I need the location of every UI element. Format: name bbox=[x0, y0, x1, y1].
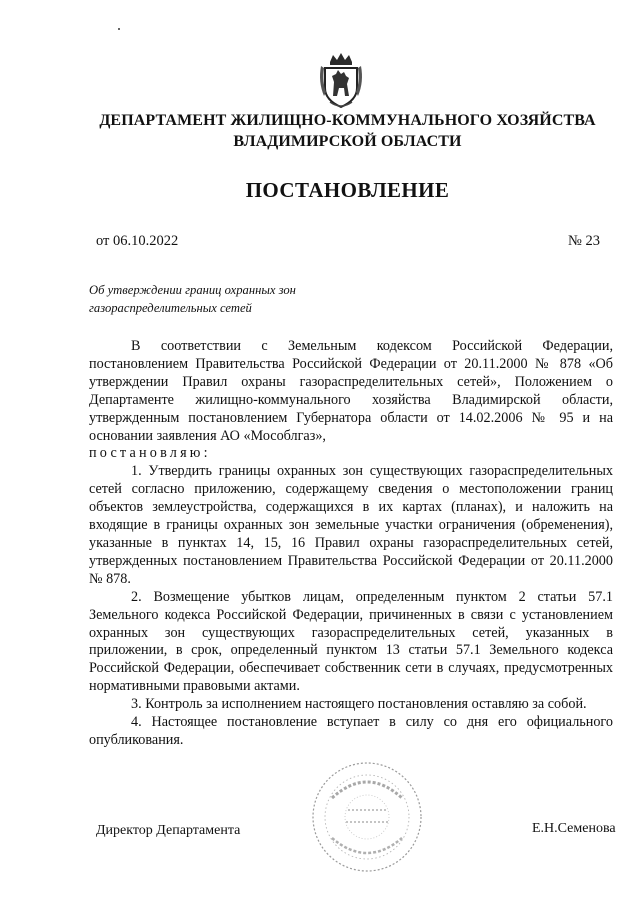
document-body bbox=[89, 338, 613, 750]
subject-line1: Об утверждении границ охранных зон bbox=[89, 283, 296, 297]
document-subject bbox=[89, 281, 296, 317]
document-number: № 23 bbox=[568, 233, 600, 249]
resolve-word: постановляю: bbox=[89, 445, 211, 462]
document-type-title: ПОСТАНОВЛЕНИЕ bbox=[245, 178, 450, 202]
scan-speck bbox=[118, 28, 120, 30]
preamble-paragraph: В соответствии с Земельным кодексом Российской Федерации, постановлением Правительства Российской Федерации от 20.11.2000 № 878 «Об утверждении Правил охраны газораспределительных сетей», Положением о Департаменте жилищно-коммунального хозяйства Владимирской области, утвержденным постановлением Губернатора области от 14.02.2006 № 95 и на основании заявления АО «Мособлгаз», bbox=[89, 338, 613, 444]
item-2-paragraph: 2. Возмещение убытков лицам, определенным пунктом 2 статьи 57.1 Земельного кодекса Российской Федерации, причиненных в связи с установлением охранных зон существующих газораспределительных сетей, указанных в приложении, в срок, определенный пунктом 13 статьи 57.1 Земельного кодекса Российской Федерации, обеспечивает собственник сети в случаях, предусмотренных нормативными правовыми актами. bbox=[89, 588, 613, 695]
item-3-paragraph: 3. Контроль за исполнением настоящего постановления оставляю за собой. bbox=[131, 696, 587, 713]
department-name-line2: ВЛАДИМИРСКОЙ ОБЛАСТИ bbox=[233, 133, 462, 150]
signatory-position: Директор Департамента bbox=[96, 823, 241, 838]
subject-line2: газораспределительных сетей bbox=[89, 301, 252, 315]
item-4-paragraph: 4. Настоящее постановление вступает в силу со дня его официального опубликования. bbox=[89, 714, 613, 748]
department-name-line1: ДЕПАРТАМЕНТ ЖИЛИЩНО-КОММУНАЛЬНОГО ХОЗЯЙСТВА bbox=[99, 112, 596, 129]
coat-of-arms-icon bbox=[316, 52, 366, 110]
item-1-paragraph: 1. Утвердить границы охранных зон существующих газораспределительных сетей согласно приложению, содержащему сведения о местоположении границ объектов землеустройства, содержащихся в их картах (планах), и наложить на входящие в границы охранных зон земельные участки ограничения (обременения), указанные в пунктах 14, 15, 16 Правил охраны газораспределительных сетей, утвержденных постановлением Правительства Российской Федерации от 20.11.2000 № 878. bbox=[89, 463, 613, 587]
official-seal-icon bbox=[308, 758, 426, 876]
signatory-name: Е.Н.Семенова bbox=[532, 821, 616, 836]
document-date: от 06.10.2022 bbox=[96, 233, 179, 249]
